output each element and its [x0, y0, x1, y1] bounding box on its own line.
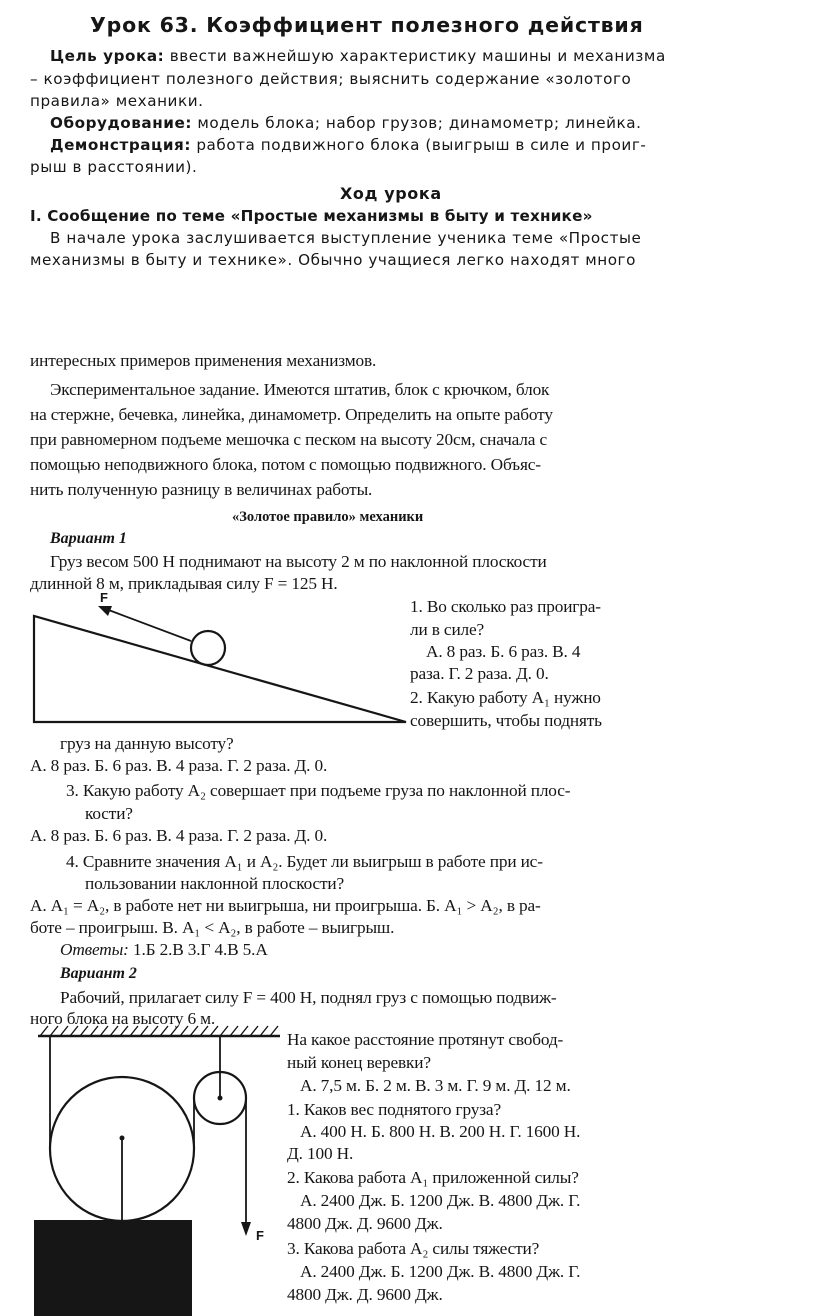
v2-q0-line-2: ный конец веревки? — [287, 1053, 431, 1072]
goal-line-2: – коэффициент полезного действия; выяснить содержание «золотого — [30, 70, 632, 88]
equipment-line — [50, 114, 641, 132]
lesson-title: Урок 63. Коэффициент полезного действия — [90, 13, 644, 37]
v1-q4-options-2: боте – проигрыш. В. А₁ < А₂, в работе – выигрыш. — [30, 918, 395, 937]
v1-q2-line-2: совершить, чтобы поднять — [410, 711, 602, 730]
v2-q2-options-1: А. 2400 Дж. Б. 1200 Дж. В. 4800 Дж. Г. — [300, 1191, 581, 1210]
section1-line-1: В начале урока заслушивается выступление ученика теме «Простые — [50, 229, 642, 247]
section1-line-2: механизмы в быту и технике». Обычно учащиеся легко находят много — [30, 251, 636, 269]
v1-q4-line-1: 4. Сравните значения А₁ и А₂. Будет ли выигрыш в работе при ис- — [66, 852, 543, 871]
goal-label: Цель урока: — [50, 47, 165, 65]
load-ball — [191, 631, 225, 665]
demo-label: Демонстрация: — [50, 136, 191, 154]
experiment-line-5: нить полученную разницу в величинах работы. — [30, 480, 373, 499]
force-label: F — [256, 1228, 264, 1243]
variant2-intro-1: Рабочий, прилагает силу F = 400 Н, поднял груз с помощью подвиж- — [60, 988, 557, 1007]
variant2-heading: Вариант 2 — [60, 965, 137, 982]
v2-q1-line-1: 1. Каков вес поднятого груза? — [287, 1100, 501, 1119]
v2-q1-options-1: А. 400 Н. Б. 800 Н. В. 200 Н. Г. 1600 Н. — [300, 1122, 581, 1141]
equipment-text: модель блока; набор грузов; динамометр; линейка. — [197, 114, 642, 132]
inclined-plane — [34, 616, 406, 722]
v1-q2-line-1: 2. Какую работу А₁ нужно — [410, 688, 601, 707]
v2-q3-options-2: 4800 Дж. Д. 9600 Дж. — [287, 1285, 443, 1304]
goal-line-3: правила» механики. — [30, 92, 204, 110]
force-arrow — [106, 609, 191, 641]
pulley-figure — [30, 1024, 280, 1316]
v1-q4-options-1: А. А₁ = А₂, в работе нет ни выигрыша, ни проигрыша. Б. А₁ > А₂, в ра- — [30, 896, 541, 915]
v1-q3-line-1: 3. Какую работу А₂ совершает при подъеме груза по наклонной плос- — [66, 781, 571, 800]
v1-q1-line-1: 1. Во сколько раз проигра- — [410, 597, 601, 616]
v1-q2-options: А. 8 раз. Б. 6 раз. В. 4 раза. Г. 2 раза. Д. 0. — [30, 756, 328, 775]
v1-q1-line-2: ли в силе? — [410, 620, 485, 639]
variant2-intro-2: ного блока на высоту 6 м. — [30, 1009, 216, 1028]
answers-text: 1.Б 2.В 3.Г 4.В 5.А — [132, 940, 268, 959]
v2-q2-line-1: 2. Какова работа А₁ приложенной силы? — [287, 1168, 579, 1187]
answers-label: Ответы: — [60, 940, 129, 959]
force-label: F — [100, 590, 108, 605]
v1-q1-options-1: А. 8 раз. Б. 6 раз. В. 4 — [426, 642, 581, 661]
demo-line-2: рыш в расстоянии). — [30, 158, 198, 176]
demo-text-1: работа подвижного блока (выигрыш в силе и проиг- — [196, 136, 647, 154]
v1-q4-line-2: пользовании наклонной плоскости? — [85, 874, 345, 893]
v1-q1-options-2: раза. Г. 2 раза. Д. 0. — [410, 664, 549, 683]
goal-text-1: ввести важнейшую характеристику машины и механизма — [169, 47, 666, 65]
force-arrow-head — [98, 606, 112, 616]
v1-q3-line-2: кости? — [85, 804, 133, 823]
v1-q3-options: А. 8 раз. Б. 6 раз. В. 4 раза. Г. 2 раза. Д. 0. — [30, 826, 328, 845]
demo-line-1 — [50, 136, 646, 154]
experiment-line-1: Экспериментальное задание. Имеются штатив, блок с крючком, блок — [50, 380, 550, 399]
variant1-heading: Вариант 1 — [50, 530, 127, 547]
v2-q1-options-2: Д. 100 Н. — [287, 1144, 354, 1163]
v1-q2-line-3: груз на данную высоту? — [60, 734, 234, 753]
inclined-plane-figure — [28, 588, 408, 728]
v1-answers — [60, 940, 268, 960]
v2-q0-options: А. 7,5 м. Б. 2 м. В. 3 м. Г. 9 м. Д. 12 м. — [300, 1076, 571, 1095]
v2-q3-line-1: 3. Какова работа А₂ силы тяжести? — [287, 1239, 540, 1258]
section1-heading: I. Сообщение по теме «Простые механизмы в быту и технике» — [30, 207, 593, 225]
fixed-pulley-axle — [218, 1096, 223, 1101]
course-heading: Ход урока — [340, 184, 442, 203]
golden-rule-heading: «Золотое правило» механики — [232, 509, 424, 525]
v2-q3-options-1: А. 2400 Дж. Б. 1200 Дж. В. 4800 Дж. Г. — [300, 1262, 581, 1281]
v2-q0-line-1: На какое расстояние протянут свобод- — [287, 1030, 564, 1049]
experiment-line-4: помощью неподвижного блока, потом с помощью подвижного. Объяс- — [30, 455, 541, 474]
variant1-intro-1: Груз весом 500 Н поднимают на высоту 2 м по наклонной плоскости — [50, 552, 547, 571]
ceiling-hatching — [40, 1026, 278, 1036]
goal-line-1 — [50, 47, 666, 65]
equipment-label: Оборудование: — [50, 114, 192, 132]
load-block — [34, 1220, 192, 1316]
variant1-intro-2: длинной 8 м, прикладывая силу F = 125 Н. — [30, 574, 338, 593]
experiment-line-2: на стержне, бечевка, линейка, динамометр. Определить на опыте работу — [30, 405, 553, 424]
body-line-1: интересных примеров применения механизмов. — [30, 351, 377, 370]
experiment-line-3: при равномерном подъеме мешочка с песком на высоту 20см, сначала с — [30, 430, 547, 449]
v2-q2-options-2: 4800 Дж. Д. 9600 Дж. — [287, 1214, 443, 1233]
force-arrow-head — [241, 1222, 251, 1236]
